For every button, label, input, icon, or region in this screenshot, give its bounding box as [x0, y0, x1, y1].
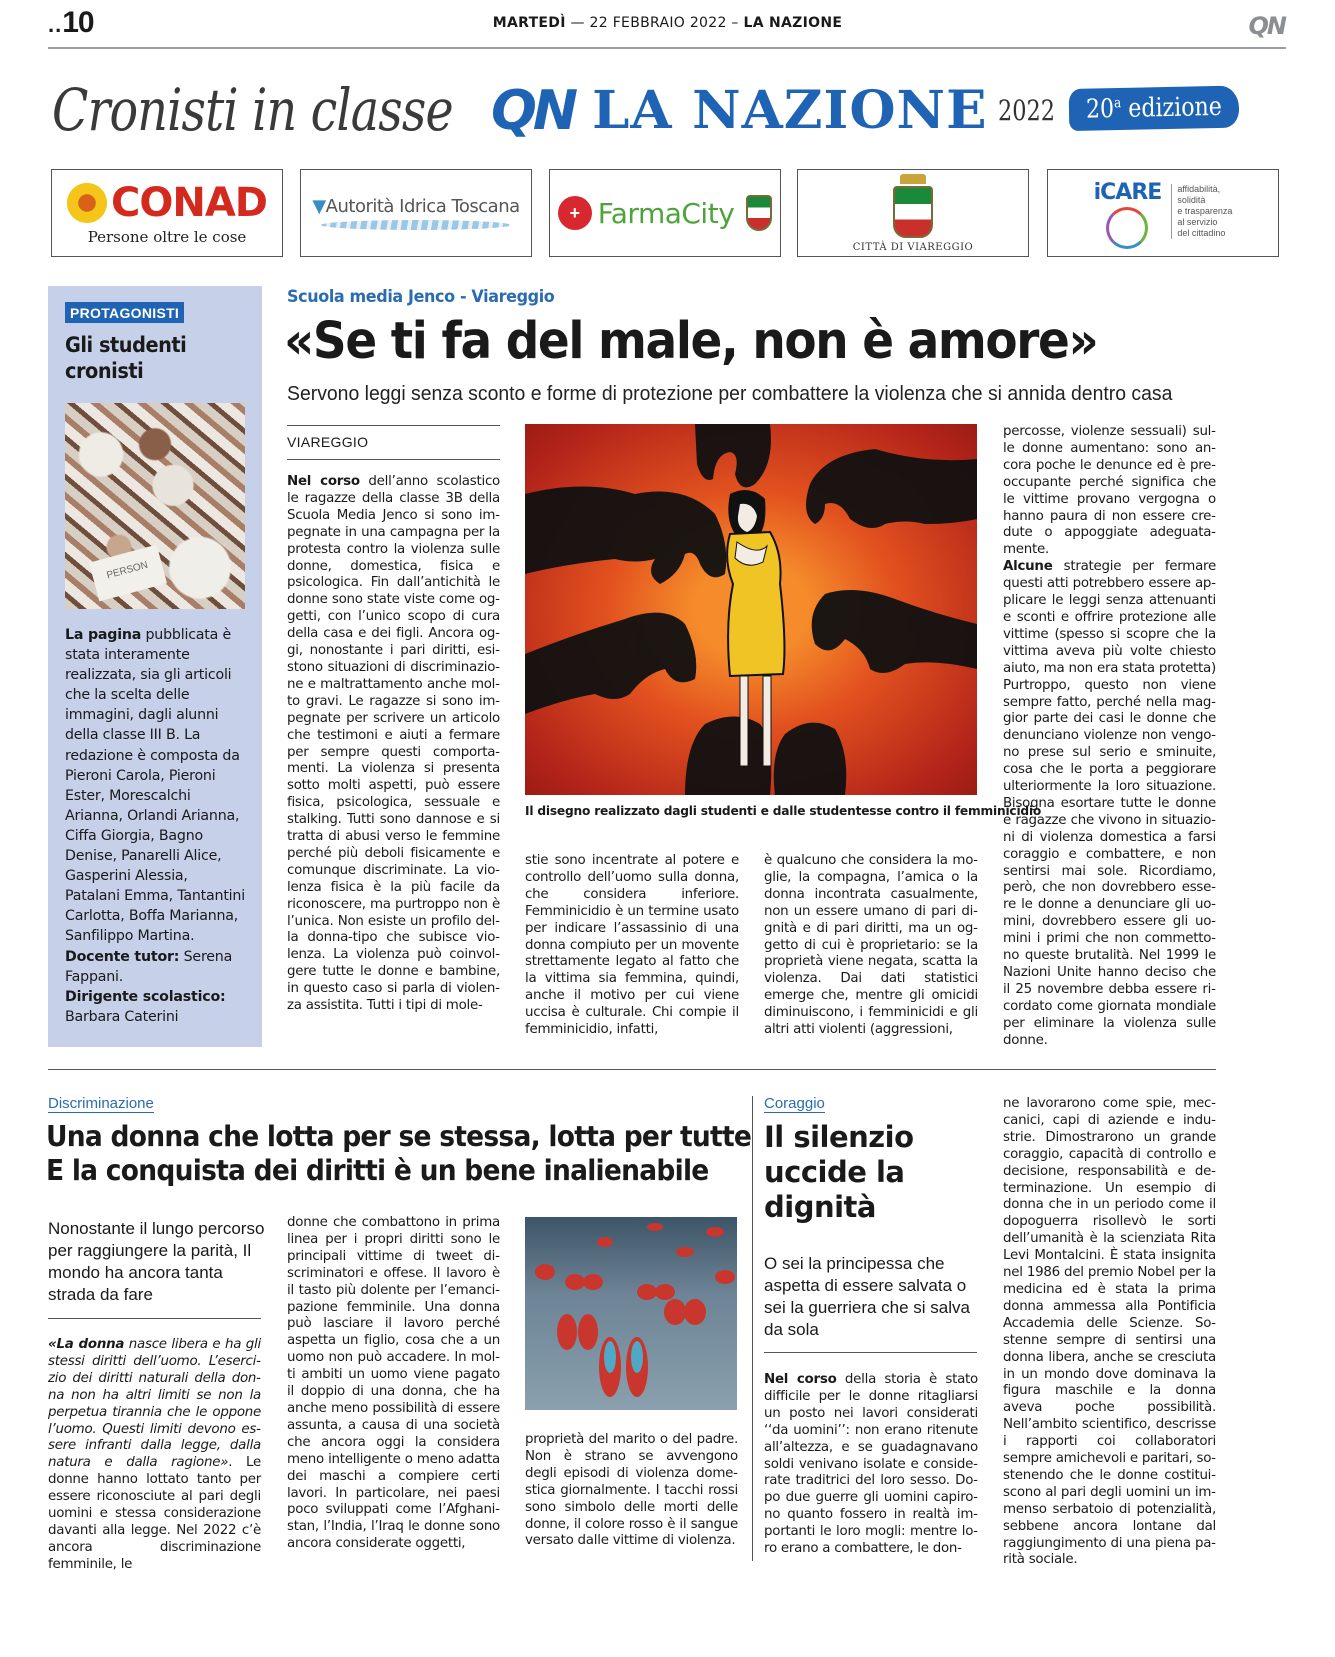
sponsor-name-wrap — [312, 196, 519, 217]
column-text: strategie per fermare questi atti potrebbero essere applicare le leggi senza attenuanti e sconti e offrire protezione alle vittime (spesso si scopre che la vittima aveva più volte chiesto aiuto, ma non era stata protetta) Purtroppo, questo non viene sempre fatto, perché nella maggior parte dei casi le donne che denunciano violenze non vengono prese sul serio e sminuite, cosa che le porta a peggiorare ulteriormente la loro situazione. Bisogna esortare tutte le donne e ragazze che vivono in situazioni di violenza domestica a farsi coraggio e combattere, e non sentirsi mai sole. Ricordiamo, però, che non dovrebbero essere le donne a denunciare gli uomini, dovrebbero essere gli uomini i primi che non commettono queste brutalità. Nel 1999 le Nazioni Unite hanno deciso che il 25 novembre debba essere ricordato come giornata mondiale per eliminare la violenza sulle donne. — [1003, 559, 1216, 1048]
article-kicker: Discriminazione — [48, 1095, 154, 1112]
box-body — [65, 625, 245, 1027]
divider — [48, 1318, 261, 1319]
crest-icon — [746, 195, 772, 231]
column-text: della storia è stato difficile per le donne ritagliarsi un posto nei lavori considerati ‘‘da uomini’’: non erano ritenute all’altezza, e se guadagnavano soldi venivano isolate e considerate traditrici del loro sesso. Dopo due guerre gli uomini capirono quanto fossero in realtà importanti le loro mogli: mentre loro erano a combattere, le don- — [764, 1372, 978, 1557]
sponsor-conad[interactable] — [51, 169, 283, 257]
sponsor-name: Autorità Idrica Toscana — [325, 196, 520, 217]
shoe — [565, 1274, 585, 1290]
article-subhead: Nonostante il lungo percorso per raggiungere la parità, Il mondo ha ancora tanta strada da fare — [48, 1219, 265, 1304]
article-subhead: O sei la principessa che aspetta di essere salvata o sei la guerriera che si salva da sola — [764, 1254, 970, 1339]
lead-text: pubblicata è stata interamente realizzata, sia gli articoli che la scelta delle immagini, dagli alunni della classe III B. La redazione è composta da Pieroni Carola, Pieroni Ester, Morescalchi Arianna, Orlandi Arianna, Ciffa Giorgia, Bagno Denise, Panarelli Alice, Gasperini Alessia, Patalani Emma, Tantantini Carlotta, Boffa Marianna, Sanfilippo Martina. — [65, 627, 245, 945]
edition-year: 2022 — [997, 93, 1055, 127]
article-column-2: donne che combattono in prima linea per i propri diritti sono le principali vittime di tweet discriminatori e offese. Il lavoro è il tasto più dolente per l’emancipazione femminile. Una donna può lasciare il lavoro perché aspetta un figlio, cosa che a un uomo non può accadere. In molti ambiti un uomo viene pagato il doppio di una donna, che ha anche meno possibilità di essere assunta, a causa di una società che ancora oggi la considera meno intelligente o meno adatta dei maschi a compiere certi lavori. In particolare, nei paesi poco sviluppati come l’Afghanistan, l’India, l’Iraq le donne sono ancora considerate oggetti, — [287, 1215, 500, 1552]
shoe — [655, 1284, 675, 1300]
page-dots: .. — [48, 12, 63, 37]
article-kicker: Coraggio — [764, 1095, 825, 1112]
principal-name: Barbara Caterini — [65, 1008, 179, 1025]
headline-line: E la conquista dei diritti è un bene inalienabile — [46, 1154, 709, 1187]
article-headline: Il silenzio uccide la dignità — [764, 1120, 914, 1224]
tutor-label: Docente tutor: — [65, 948, 180, 965]
article-column-1 — [764, 1372, 978, 1558]
la-nazione-logo: LA NAZIONE — [592, 79, 988, 141]
lead-bold: Nel corso — [287, 474, 360, 489]
pharmacy-cross-icon: + — [558, 196, 592, 230]
box-title: Gli studenti cronisti — [65, 333, 187, 383]
dateline-city: VIAREGGIO — [287, 434, 369, 450]
shoe — [637, 1284, 657, 1300]
shoes-svg — [525, 1217, 737, 1410]
flower-icon — [67, 183, 107, 223]
article-column-3: è qualcuno che considera la moglie, la compagna, l’amica o la donna incontrata casualmente, non un essere umano di pari dignità e di pari diritti, ma un oggetto di cui è proprietario: se la proprietà viene negata, scatta la violenza. Dai dati statistici emerge che, mentre gli omicidi diminuiscono, i femminicidi e gli altri atti violenti (aggressioni, — [764, 853, 978, 1038]
article-column-1 — [287, 474, 500, 1015]
qn-logo-small: QN — [1248, 12, 1285, 40]
sponsor-farmacity[interactable] — [549, 169, 781, 257]
column-divider — [752, 1096, 753, 1561]
column-text: . Le donne hanno lottato tanto per essere riconosciute al pari degli uomini e stessa considerazione davanti alla legge. Nel 2022 c’è ancora discriminazione femminile, le — [48, 1455, 261, 1572]
masthead-dateline — [0, 15, 1335, 31]
article-column-4 — [1003, 424, 1216, 1050]
weekday: MARTEDÌ — [492, 15, 566, 31]
lead-bold: La pagina — [65, 627, 142, 643]
illustration-hands-woman — [525, 424, 977, 795]
shoe — [647, 1223, 663, 1231]
sponsor-icare[interactable] — [1047, 169, 1279, 257]
edition-badge — [1069, 86, 1239, 131]
article-column-1 — [48, 1337, 261, 1574]
series-title: Cronisti in classe — [52, 76, 453, 144]
shoe — [557, 1314, 577, 1350]
ring-logo-icon — [1106, 207, 1148, 249]
article-column-3: proprietà del marito o del padre. Non è strano se avvengono degli episodi di violenza domestica giornalmente. I tacchi rossi sono simbolo delle morti delle donne, il colore rosso è il sangue versato dalle vittime di violenza. — [525, 1432, 738, 1549]
sponsor-citta-viareggio[interactable] — [797, 169, 1029, 257]
paper-name: LA NAZIONE — [743, 15, 843, 31]
column-text: percosse, violenze sessuali) sulle donne aumentano: sono ancora poche le denunce ed è preoccupante perché significa che le vittime provano vergogna o hanno paura di non essere credute o appoggiate adeguatamente. — [1003, 424, 1216, 558]
hand-shape — [812, 590, 977, 673]
hand-shape — [774, 723, 847, 795]
edition-word: edizione — [1128, 91, 1223, 124]
shoe — [676, 1247, 694, 1257]
article-kicker: Scuola media Jenco - Viareggio — [287, 287, 555, 307]
quote-lead: «La donna — [48, 1337, 125, 1352]
sponsor-tagline: Persone oltre le cose — [87, 228, 247, 246]
divider — [287, 459, 500, 460]
sponsor-autorita-idrica[interactable] — [300, 169, 532, 257]
sponsor-name: CITTÀ DI VIAREGGIO — [852, 241, 974, 253]
tutor-name: Serena Fappani. — [65, 948, 233, 985]
sponsor-name: FarmaCity — [597, 196, 735, 230]
date: — 22 FEBBRAIO 2022 – — [570, 15, 739, 31]
shoe — [597, 1237, 613, 1247]
students-photo — [65, 403, 245, 609]
headline-line: Una donna che lotta per se stessa, lotta per tutte — [46, 1120, 752, 1153]
column-text: dell’anno scolastico le ragazze della classe 3B della Scuola Media Jenco si sono impegnate in una campagna per la protesta contro la violenza sulle donne, domestica, fisica e psicologica. Fin dall’antichità le donne sono state viste come oggetti, con l’unico scopo di cura della casa e dei figli. Ancora oggi, nonostante i pari diritti, esistono situazioni di discriminazione e maltrattamento anche molto gravi. Le ragazze si sono impegnate per scrivere un articolo che testimoni e aiuti a fermare per sempre questi comportamenti. La violenza si presenta sotto molti aspetti, può essere fisica, psicologica, sessuale e stalking. Tutti sono dannose e si tratta di abusi verso le femmine perché più deboli fisicamente e comunque discriminate. La violenza fisica è la più facile da riconoscere, ma purtroppo non è l’unica. Non esiste un profilo della donna-tipo che subisce violenza. La violenza può coinvolgere tutte le donne e bambine, in questo caso si parla di violenza assistita. Tutti i tipi di mole- — [287, 474, 501, 1014]
shoe — [664, 1299, 686, 1325]
section-label: PROTAGONISTI — [65, 302, 184, 323]
illustration-svg — [525, 424, 977, 795]
article-column-2: stie sono incentrate al potere e controllo dell’uomo sulla donna, che considera inferiore. Femminicidio è un termine usato per indicare l’assassinio di una donna compiuto per un movente strettamente legato al fatto che la vittima sia femmina, quindi, anche il motivo per cui viene uccisa è culturale. Chi compie il femminicidio, infatti, — [525, 853, 739, 1038]
tuscany-map-icon: ▼ — [312, 196, 326, 217]
principal-label: Dirigente scolastico: — [65, 988, 226, 1005]
protagonisti-box — [48, 286, 262, 1047]
crown-icon — [900, 174, 926, 184]
divider — [287, 425, 500, 426]
red-shoes-photo — [525, 1217, 737, 1410]
quote-text: nasce libera e ha gli stessi diritti dell’uomo. L’esercizio dei diritti naturali della donna non ha altri limiti se non la perpetua tirannia che le oppone l’uomo. Questi limiti devono essere infranti dalla legge, dalla natura e dalla ragione» — [48, 1337, 261, 1471]
top-rule — [48, 47, 1286, 49]
article-headline — [46, 1120, 751, 1188]
page-number-value: 10 — [62, 6, 94, 39]
shoe — [578, 1314, 598, 1350]
lead-bold: Alcune — [1003, 559, 1053, 575]
figure-caption: Il disegno realizzato dagli studenti e dalle studentesse contro il femminicidio — [525, 804, 1042, 818]
section-banner — [52, 70, 1269, 150]
hand-shape — [525, 487, 726, 585]
shoe — [706, 1227, 724, 1237]
lead-bold: Nel corso — [764, 1372, 837, 1387]
shoe — [535, 1264, 555, 1280]
article-headline: «Se ti fa del male, non è amore» — [284, 312, 1098, 371]
section-divider — [48, 1069, 1216, 1070]
shoe — [684, 1299, 706, 1325]
edition-number: 20 — [1085, 94, 1115, 125]
divider — [764, 1352, 977, 1353]
water-wave-icon — [321, 220, 511, 230]
coat-of-arms-icon — [893, 186, 933, 238]
article-column-2: ne lavorarono come spie, meccanici, capi di aziende e industrie. Dimostrarono un grande coraggio, capacità di controllo e decisione, responsabilità e determinazione. Un esempio di donna che in un periodo come il dopoguerra risollevò le sorti dell’umanità è la scienziata Rita Levi Montalcini. È stata insignita nel 1986 del premio Nobel per la medicina ed è stata la prima donna ammessa alla Pontificia Accademia delle Scienze. Sostenne sempre di sentirsi una donna libera, anche se cresciuta in un mondo dove dominava la figura maschile e la donna aveva poche possibilità. Nell’ambito scientifico, descrisse i rapporti coi collaboratori sempre amichevoli e paritari, sostenendo che le donne costituiscono al pari degli uomini un immenso serbatoio di potenzialità, sebbene ancora lontane dal raggiungimento di una piena parità sociale. — [1003, 1096, 1216, 1568]
newspaper-prop: PERSON — [89, 545, 167, 602]
qn-logo: QN — [491, 78, 575, 142]
hand-shape — [806, 449, 977, 528]
hand-shape — [695, 424, 771, 487]
article-subhead: Servono leggi senza sconto e forme di protezione per combattere la violenza che si annida dentro casa — [287, 383, 1173, 405]
shoe — [583, 1274, 603, 1290]
hand-shape — [525, 613, 696, 714]
edition-suffix: a — [1113, 95, 1122, 112]
sponsor-tagline: affidabilità, solidità e trasparenza al servizio del cittadino — [1171, 184, 1232, 239]
sponsor-name: iCARE — [1093, 179, 1162, 205]
sponsor-name: CONAD — [111, 180, 267, 226]
hand-shape — [685, 717, 771, 796]
shoe — [715, 1270, 735, 1284]
